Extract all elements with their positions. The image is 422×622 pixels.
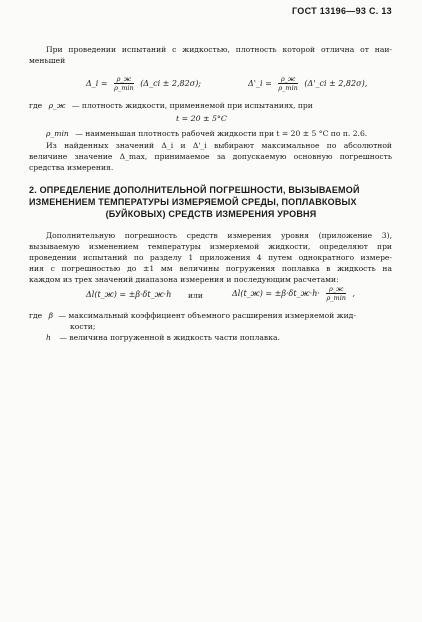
section-heading-line1: 2. ОПРЕДЕЛЕНИЕ ДОПОЛНИТЕЛЬНОЙ ПОГРЕШНОСТИ, ВЫЗЫВАЕМОЙ — [29, 185, 360, 195]
para2-line2: величине значение Δ_max, принимаемое за допускаемую основную погрешность — [29, 152, 392, 161]
para2-line3: средства измерения. — [29, 163, 114, 172]
symbol-beta: β — [48, 311, 53, 320]
where-rho-min — [46, 128, 367, 139]
fraction-denominator: ρ_min — [278, 84, 298, 92]
formula-delta-i-rhs: (Δ_ci ± 2,82σ); — [140, 79, 202, 88]
fraction-numerator: ρ_ж — [278, 76, 298, 84]
symbol-h: h — [46, 333, 51, 342]
formula-delta-l: Δl(t_ж) = ±β·δt_ж·h — [86, 290, 172, 299]
formula-or: или — [188, 291, 203, 300]
formula-delta-l-fraction — [324, 286, 348, 302]
formula-delta-i-lhs: Δ_i = — [86, 79, 108, 88]
para3-line4: ния с погрешностью до ±1 мм величины погружения поплавка в жидкость на — [29, 264, 392, 273]
para3-line2: вызываемую изменением температуры измеряемой жидкости, определяют при — [29, 242, 392, 251]
formula-delta-i-prime-fraction — [276, 76, 300, 92]
fraction-numerator: ρ_ж — [326, 286, 346, 294]
where-beta-line2: кости; — [70, 322, 96, 331]
section-heading-line2: ИЗМЕНЕНИЕМ ТЕМПЕРАТУРЫ ИЗМЕРЯЕМОЙ СРЕДЫ, ПОПЛАВКОВЫХ — [29, 197, 357, 207]
para1-line1: При проведении испытаний с жидкостью, плотность которой отлична от наи- — [46, 45, 392, 54]
formula-delta-l-density — [232, 286, 355, 302]
para1-line2: меньшей — [29, 56, 66, 65]
fraction-denominator: ρ_min — [326, 294, 346, 302]
formula-delta-l-density-end: , — [352, 289, 356, 298]
formula-delta-i — [86, 76, 201, 92]
where-rho-zh-text: — плотность жидкости, применяемой при испытаниях, при — [71, 101, 313, 110]
para3-line1: Дополнительную погрешность средств измерения уровня (приложение 3), — [46, 231, 392, 240]
para2-line1: Из найденных значений Δ_i и Δ'_i выбирают максимальное по абсолютной — [46, 141, 392, 150]
where-prefix: где — [29, 311, 43, 320]
formula-delta-i-prime-rhs: (Δ'_ci ± 2,82σ), — [304, 79, 368, 88]
formula-delta-i-prime — [248, 76, 367, 92]
where-prefix: где — [29, 101, 43, 110]
formula-delta-l-density-lhs: Δl(t_ж) = ±β·δt_ж·h· — [232, 289, 320, 298]
fraction-denominator: ρ_min — [114, 84, 134, 92]
where-h-text: — величина погруженной в жидкость части поплавка. — [59, 333, 280, 342]
formula-delta-i-fraction — [112, 76, 136, 92]
section-heading — [29, 184, 393, 220]
section-heading-line3: (БУЙКОВЫХ) СРЕДСТВ ИЗМЕРЕНИЯ УРОВНЯ — [105, 209, 317, 219]
where-rho-zh — [29, 100, 313, 111]
page-header: ГОСТ 13196—93 С. 13 — [291, 6, 392, 16]
formula-delta-i-prime-lhs: Δ'_i = — [248, 79, 272, 88]
where-rho-min-text: — наименьшая плотность рабочей жидкости при t = 20 ± 5 °С по п. 2.6. — [75, 129, 368, 138]
fraction-numerator: ρ_ж — [114, 76, 134, 84]
para3-line5: каждом из трех значений диапазона измерения и последующим расчетами: — [29, 275, 339, 284]
where-h — [46, 332, 280, 343]
where-beta — [29, 310, 392, 321]
symbol-rho-zh: ρ_ж — [48, 101, 66, 110]
para3-line3: проведении испытаний по разделу 1 приложения 4 путем однократного измере- — [29, 253, 392, 262]
symbol-rho-min: ρ_min — [46, 129, 69, 138]
where-beta-line1: — максимальный коэффициент объемного расширения измеряемой жид- — [58, 311, 356, 320]
temperature-condition: t = 20 ± 5°С — [176, 114, 227, 123]
